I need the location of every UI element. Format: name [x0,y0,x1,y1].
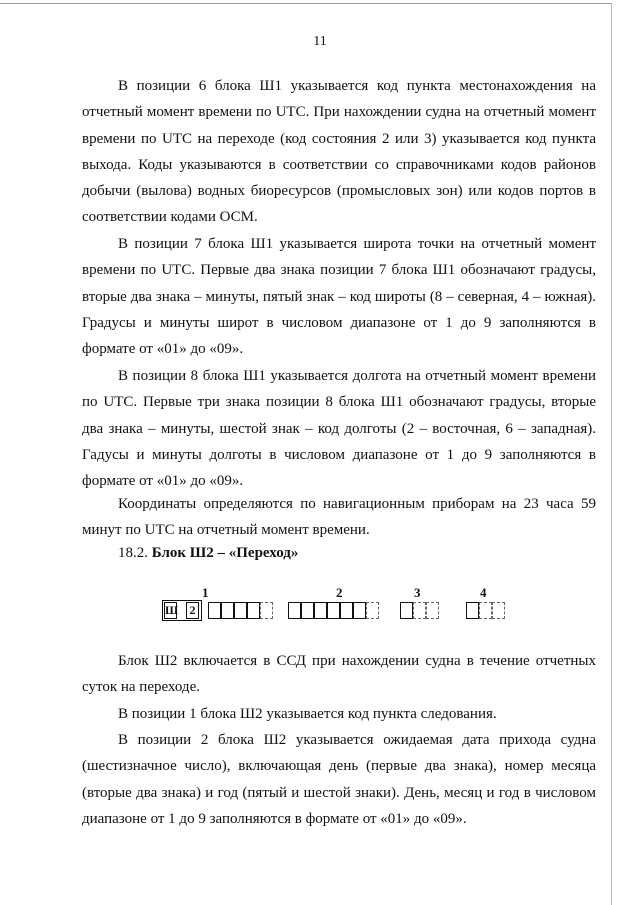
paragraph-position-6: В позиции 6 блока Ш1 указывается код пункта местонахождения на отчетный момент времени по UTC. При нахождении судна на отчетный момент времени по UTC на переходе (код состояния 2 или 3) указывается код пункта выхода. Коды указываются в соответствии со справочниками кодов районов добычи (вылова) водных биоресурсов (промысловых зон) или кодов портов в соответствии кодами ОСМ. [82,78,596,226]
paragraph-position-7: В позиции 7 блока Ш1 указывается широта точки на отчетный момент времени по UTC. Первые два знака позиции 7 блока Ш1 обозначают градусы, вторые два знака – минуты, пятый знак – код широты (8 – северная, 4 – южная). Градусы и минуты широт в числовом диапазоне от 1 до 9 заполняются в формате от «01» до «09». [82,236,596,358]
position-2-cell [327,602,340,619]
position-1-cell-optional [260,602,273,619]
section-number: 18.2. [118,545,148,561]
paragraph-position-8: В позиции 8 блока Ш1 указывается долгота на отчетный момент времени по UTC. Первые три знака позиции 8 блока Ш1 обозначают градусы, вторые два знака – минуты, шестой знак – код долготы (2 – восточная, 6 – западная). Гадусы и минуты долготы в числовом диапазоне от 1 до 9 заполняются в формате от «01» до «09». [82,368,596,490]
block-label-letter: Ш [165,603,179,617]
position-2-cell-optional [366,602,379,619]
position-1-cell [234,602,247,619]
position-number-2: 2 [336,585,343,600]
position-3-cell-optional [413,602,426,619]
top-border-line [0,3,612,4]
position-2-cell [301,602,314,619]
position-2-cell [353,602,366,619]
block-label-digit: 2 [186,602,199,619]
paragraph-block-sh2-inclusion: Блок Ш2 включается в ССД при нахождении судна в течение отчетных суток на переходе. [82,653,596,696]
position-4-cell-optional [492,602,505,619]
position-number-4: 4 [480,585,487,600]
position-1-cell [208,602,221,619]
position-2-cell [288,602,301,619]
position-4-cell-optional [479,602,492,619]
position-3-cell [400,602,413,619]
position-1-cell [221,602,234,619]
paragraph-sh2-position-1: В позиции 1 блока Ш2 указывается код пункта следования. [118,706,497,722]
position-4-cell [466,602,479,619]
paragraph-coordinates: Координаты определяются по навигационным приборам на 23 часа 59 минут по UTC на отчетный момент времени. [82,496,596,539]
right-border-line [611,3,612,905]
page-number: 11 [313,34,327,49]
position-2-cell [340,602,353,619]
position-3-cell-optional [426,602,439,619]
block-sh2-diagram [0,585,640,630]
position-1-cell [247,602,260,619]
position-number-3: 3 [414,585,421,600]
paragraph-sh2-position-2: В позиции 2 блока Ш2 указывается ожидаемая дата прихода судна (шестизначное число), включающая день (первые два знака), номер месяца (вторые два знака) и год (пятый и шестой знаки). День, месяц и год в числовом диапазоне от 1 до 9 заполняются в формате от «01» до «09». [82,732,596,827]
position-2-cell [314,602,327,619]
position-number-1: 1 [202,585,209,600]
section-title: Блок Ш2 – «Переход» [151,545,299,561]
section-heading [118,543,298,563]
